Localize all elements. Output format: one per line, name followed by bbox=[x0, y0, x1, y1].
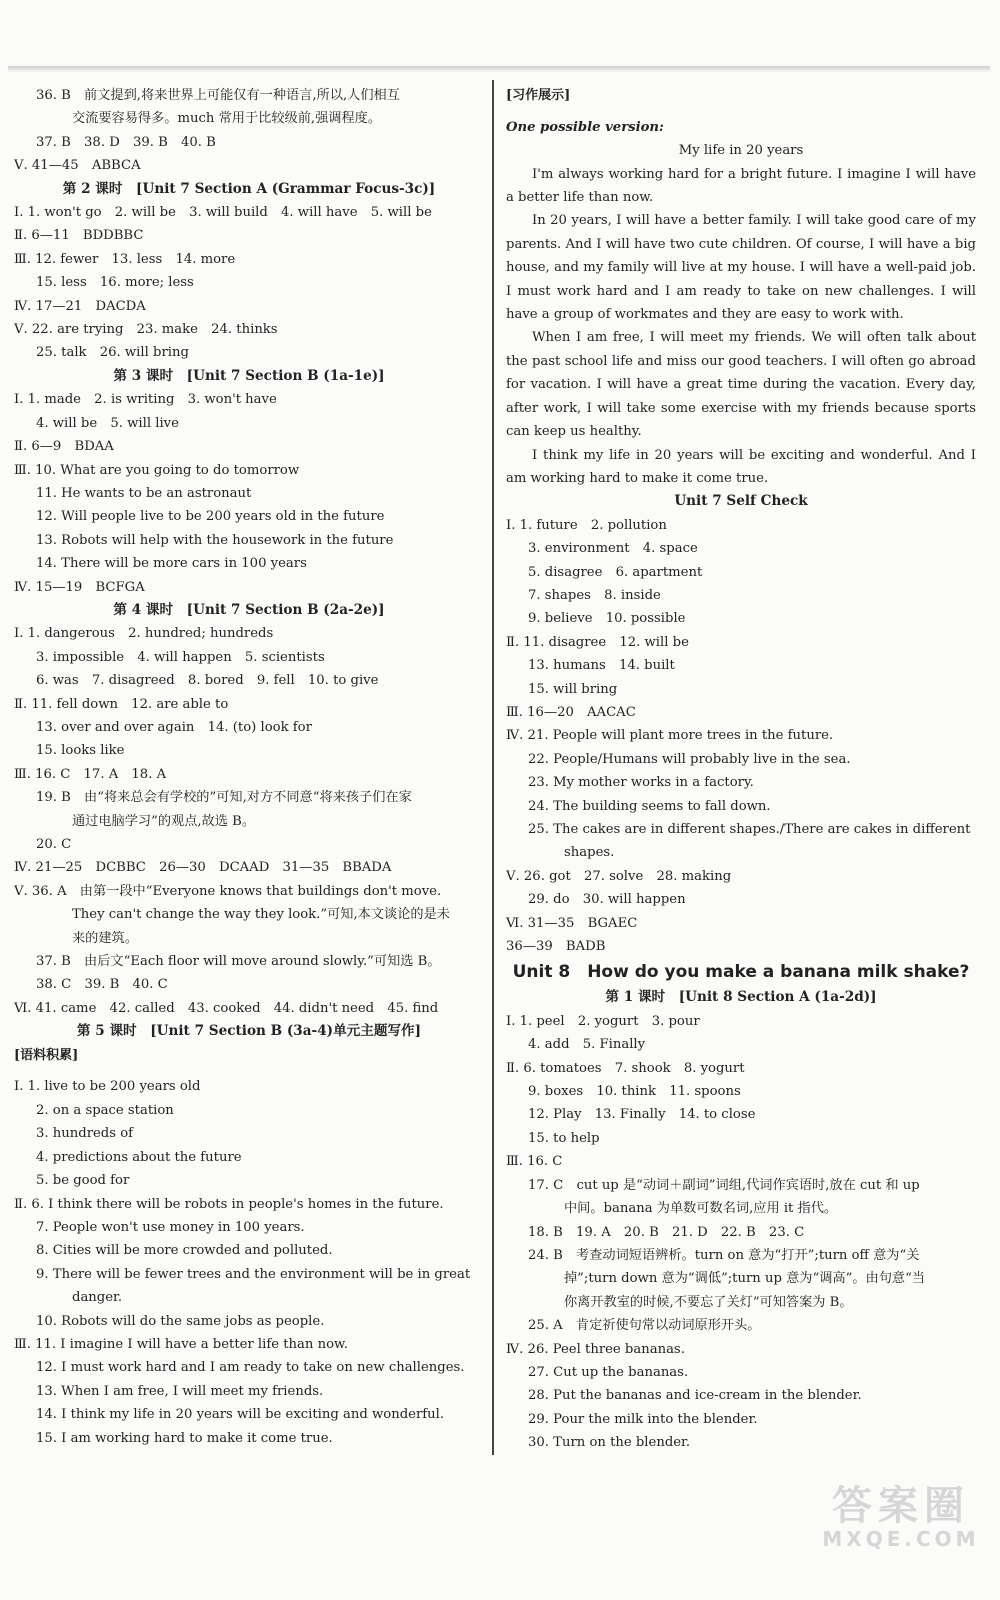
answer-line: 13. When I am free, I will meet my friends. bbox=[36, 1383, 324, 1399]
answer-line: 9. There will be fewer trees and the environment will be in great bbox=[36, 1266, 471, 1282]
essay-paragraph: I'm always working hard for a bright future. I imagine I will have a better life than now. bbox=[506, 166, 976, 206]
answer-line: Ⅰ. 1. live to be 200 years old bbox=[14, 1079, 201, 1095]
answer-line: 19. B 由“将来总会有学校的”可知,对方不同意“将来孩子们在家 bbox=[36, 790, 412, 806]
answer-line: 你离开教室的时候,不要忘了关灯”可知答案为 B。 bbox=[564, 1294, 853, 1310]
answer-line: 5. be good for bbox=[36, 1173, 130, 1189]
answer-line: 5. disagree 6. apartment bbox=[528, 564, 703, 580]
answer-line: [习作展示] bbox=[506, 88, 571, 103]
answer-line: 15. to help bbox=[528, 1130, 600, 1146]
answer-line: 通过电脑学习”的观点,故选 B。 bbox=[72, 813, 256, 829]
answer-line: 3. impossible 4. will happen 5. scientists bbox=[36, 649, 325, 665]
answer-line: Ⅲ. 16—20 AACAC bbox=[506, 704, 636, 720]
answer-line: Ⅳ. 21. People will plant more trees in the future. bbox=[506, 728, 834, 744]
answer-line: 13. humans 14. built bbox=[528, 658, 675, 674]
answer-line: 24. B 考查动词短语辨析。turn on 意为“打开”;turn off 意为“关 bbox=[528, 1247, 920, 1263]
answer-line: 37. B 38. D 39. B 40. B bbox=[36, 134, 216, 150]
answer-line: 9. believe 10. possible bbox=[528, 611, 686, 627]
answer-line: 25. The cakes are in different shapes./There are cakes in different bbox=[528, 822, 971, 837]
answer-line: Ⅲ. 16. C bbox=[506, 1154, 563, 1170]
answer-line: 14. I think my life in 20 years will be exciting and wonderful. bbox=[36, 1407, 445, 1423]
answer-line: Ⅳ. 26. Peel three bananas. bbox=[506, 1341, 685, 1357]
answer-line: 25. A 肯定祈使句常以动词原形开头。 bbox=[528, 1318, 761, 1334]
essay-paragraph: In 20 years, I will have a better family. I will take good care of my parents. And I will have two cute children. Of course, I will have a big house, and my family will live at my house. I will have a well-paid job. I must work hard and I am ready to take on new challenges. I will have a group of workmates and they are easy to work with. bbox=[506, 213, 976, 323]
answer-line: 15. I am working hard to make it come true. bbox=[36, 1430, 333, 1446]
answer-line: Ⅵ. 41. came 42. called 43. cooked 44. didn't need 45. find bbox=[14, 1000, 439, 1016]
answer-line: 13. over and over again 14. (to) look for bbox=[36, 719, 312, 735]
answer-line: 4. add 5. Finally bbox=[528, 1037, 646, 1053]
watermark-logo bbox=[816, 1484, 986, 1554]
answer-line: [语料积累] bbox=[14, 1047, 79, 1063]
answer-line: Ⅲ. 11. I imagine I will have a better life than now. bbox=[14, 1336, 348, 1352]
answer-line: Ⅰ. 1. won't go 2. will be 3. will build 4. will have 5. will be bbox=[14, 205, 432, 221]
answer-line: 3. hundreds of bbox=[36, 1126, 134, 1142]
answer-line: 29. do 30. will happen bbox=[528, 892, 686, 908]
answer-line: 4. will be 5. will live bbox=[36, 415, 179, 431]
answer-line: 2. on a space station bbox=[36, 1102, 174, 1118]
section-heading: 第 3 课时 [Unit 7 Section B (1a-1e)] bbox=[113, 367, 385, 384]
answer-line: 18. B 19. A 20. B 21. D 22. B 23. C bbox=[528, 1224, 805, 1240]
answer-line: Ⅳ. 15—19 BCFGA bbox=[14, 579, 145, 595]
answer-line: 15. less 16. more; less bbox=[36, 275, 194, 291]
answer-line: Ⅱ. 6. I think there will be robots in people's homes in the future. bbox=[14, 1196, 444, 1212]
answer-line: 15. will bring bbox=[528, 681, 618, 697]
answer-line: 9. boxes 10. think 11. spoons bbox=[528, 1084, 741, 1100]
answer-line: Ⅴ. 22. are trying 23. make 24. thinks bbox=[14, 322, 278, 338]
answer-line: Ⅰ. 1. dangerous 2. hundred; hundreds bbox=[14, 626, 274, 642]
answer-line: Ⅳ. 21—25 DCBBC 26—30 DCAAD 31—35 BBADA bbox=[14, 860, 392, 876]
answer-line: shapes. bbox=[564, 845, 615, 861]
answer-line: 30. Turn on the blender. bbox=[528, 1435, 691, 1451]
answer-line: 3. environment 4. space bbox=[528, 541, 698, 557]
answer-line: Ⅳ. 17—21 DACDA bbox=[14, 298, 146, 314]
answer-line: 22. People/Humans will probably live in the sea. bbox=[528, 751, 851, 767]
answer-line: 17. C cut up 是“动词＋副词”词组,代词作宾语时,放在 cut 和 up bbox=[528, 1177, 920, 1193]
answer-line: 28. Put the bananas and ice-cream in the blender. bbox=[528, 1388, 862, 1404]
answer-line: 23. My mother works in a factory. bbox=[528, 775, 754, 791]
answer-line: 7. People won't use money in 100 years. bbox=[36, 1219, 305, 1235]
answer-line: 14. There will be more cars in 100 years bbox=[36, 556, 307, 572]
answer-line: Ⅱ. 6. tomatoes 7. shook 8. yogurt bbox=[506, 1060, 745, 1076]
watermark-logo-text: 答案圈 bbox=[832, 1483, 970, 1529]
answer-line: 13. Robots will help with the housework in the future bbox=[36, 532, 394, 548]
section-heading: Unit 7 Self Check bbox=[674, 493, 808, 510]
answer-line: 交流要容易得多。much 常用于比较级前,强调程度。 bbox=[72, 111, 382, 127]
answer-line: 10. Robots will do the same jobs as people. bbox=[36, 1313, 325, 1329]
answer-line: 36—39 BADB bbox=[506, 939, 606, 955]
essay-paragraph: When I am free, I will meet my friends. We will often talk about the past school life and miss our good teachers. I will often go abroad for vacation. I will have a great time during the vacation. Every day, after work, I will take some exercise with my friends because sports can keep us healthy. bbox=[506, 330, 976, 440]
answer-line: 7. shapes 8. inside bbox=[528, 587, 661, 603]
answer-line: 15. looks like bbox=[36, 743, 125, 759]
answer-line: Ⅴ. 36. A 由第一段中“Everyone knows that buildings don't move. bbox=[14, 883, 442, 899]
section-heading: Unit 8 How do you make a banana milk shake? bbox=[512, 962, 970, 983]
answer-line: 8. Cities will be more crowded and polluted. bbox=[36, 1243, 333, 1259]
section-heading: 第 4 课时 [Unit 7 Section B (2a-2e)] bbox=[113, 601, 385, 618]
answer-line: Ⅲ. 12. fewer 13. less 14. more bbox=[14, 251, 236, 267]
answer-line: 29. Pour the milk into the blender. bbox=[528, 1411, 758, 1427]
answer-line: Ⅱ. 11. disagree 12. will be bbox=[506, 634, 689, 650]
answer-line: 37. B 由后文“Each floor will move around slowly.”可知选 B。 bbox=[36, 954, 441, 970]
answer-line: 25. talk 26. will bring bbox=[36, 345, 189, 361]
watermark-logo-domain: MXQE.COM bbox=[822, 1527, 980, 1551]
answer-line: Ⅵ. 31—35 BGAEC bbox=[506, 915, 638, 931]
answer-line: 12. I must work hard and I am ready to take on new challenges. bbox=[36, 1360, 465, 1376]
answer-line: They can't change the way they look.”可知,本文谈论的是未 bbox=[72, 907, 450, 923]
answer-line: 36. B 前文提到,将来世界上可能仅有一种语言,所以,人们相互 bbox=[36, 88, 400, 103]
answer-line: 中间。banana 为单数可数名词,应用 it 指代。 bbox=[564, 1201, 838, 1217]
answer-line: Ⅱ. 11. fell down 12. are able to bbox=[14, 696, 229, 712]
answer-line: My life in 20 years bbox=[678, 143, 804, 159]
section-heading: 第 5 课时 [Unit 7 Section B (3a-4)单元主题写作] bbox=[76, 1023, 422, 1040]
right-column bbox=[506, 84, 976, 1455]
essay-paragraph: I think my life in 20 years will be exciting and wonderful. And I am working hard to make it come true. bbox=[506, 447, 976, 486]
answer-line: 38. C 39. B 40. C bbox=[36, 977, 168, 993]
answer-line: Ⅴ. 26. got 27. solve 28. making bbox=[506, 868, 732, 884]
answer-line: 24. The building seems to fall down. bbox=[528, 798, 771, 814]
answer-line: 掉”;turn down 意为“调低”;turn up 意为“调高”。由句意“当 bbox=[564, 1271, 926, 1287]
answer-line: 27. Cut up the bananas. bbox=[528, 1364, 689, 1380]
answer-line: Ⅲ. 10. What are you going to do tomorrow bbox=[14, 462, 300, 478]
answer-line: 11. He wants to be an astronaut bbox=[36, 485, 252, 501]
answer-line: 4. predictions about the future bbox=[36, 1149, 242, 1165]
answer-line: One possible version: bbox=[506, 119, 664, 135]
answer-line: 来的建筑。 bbox=[72, 930, 138, 946]
answer-line: Ⅱ. 6—9 BDAA bbox=[14, 439, 114, 455]
answer-line: Ⅲ. 16. C 17. A 18. A bbox=[14, 766, 167, 782]
section-heading: 第 1 课时 [Unit 8 Section A (1a-2d)] bbox=[605, 989, 877, 1006]
answer-line: Ⅰ. 1. peel 2. yogurt 3. pour bbox=[506, 1013, 700, 1029]
answer-line: Ⅰ. 1. future 2. pollution bbox=[506, 517, 667, 533]
top-shadow-bar bbox=[8, 66, 990, 72]
answer-line: Ⅴ. 41—45 ABBCA bbox=[14, 158, 141, 174]
section-heading: 第 2 课时 [Unit 7 Section A (Grammar Focus-3c)] bbox=[62, 180, 436, 197]
answer-line: 20. C bbox=[36, 837, 72, 852]
answer-line: Ⅰ. 1. made 2. is writing 3. won't have bbox=[14, 392, 277, 408]
answer-line: 12. Will people live to be 200 years old in the future bbox=[36, 509, 385, 525]
left-column bbox=[14, 84, 484, 1450]
answer-line: Ⅱ. 6—11 BDDBBC bbox=[14, 228, 144, 244]
answer-line: 6. was 7. disagreed 8. bored 9. fell 10. to give bbox=[36, 673, 379, 689]
column-divider bbox=[492, 80, 494, 1455]
answer-line: 12. Play 13. Finally 14. to close bbox=[528, 1107, 756, 1123]
answer-line: danger. bbox=[72, 1290, 123, 1306]
